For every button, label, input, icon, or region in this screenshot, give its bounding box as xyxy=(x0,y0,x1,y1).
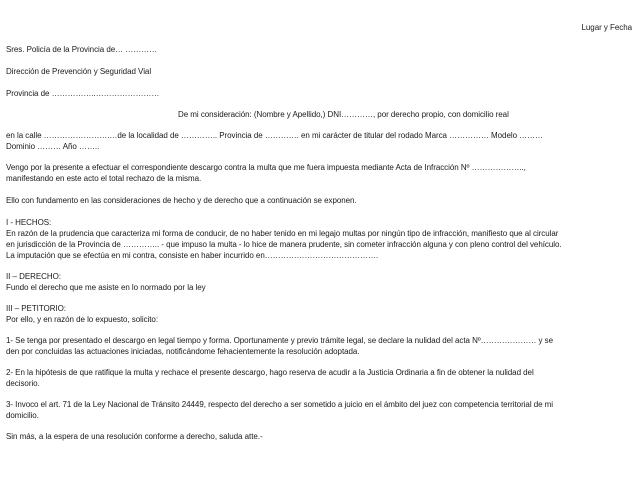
purpose-line-2: manifestando en este acto el total rechazo de la misma. xyxy=(6,174,202,183)
address-line-2: Dominio ……… Año …….. xyxy=(6,142,100,151)
facts-line-2: en jurisdicción de la Provincia de ………….. - que impuso la multa - lo hice de manera prudente, sin cometer infracción alguna y con pleno control del vehículo. xyxy=(6,240,562,249)
request-1-line-2: den por concluidas las actuaciones iniciadas, notificándome fehacientemente la resolución adoptada. xyxy=(6,347,360,356)
facts-line-1: En razón de la prudencia que caracteriza mi forma de conducir, de no haber tenido en mi legajo multas por ningún tipo de infracción, manifiesto que al circular xyxy=(6,229,559,238)
petition-heading: III – PETITORIO: xyxy=(6,304,66,313)
address-line-1: en la calle …………………….…de la localidad de ………….. Provincia de …………. en mi carácter de titular del rodado Marca …………… Modelo ……… xyxy=(6,131,543,140)
law-heading: II – DERECHO: xyxy=(6,272,61,281)
addressee: Sres. Policía de la Provincia de… ………… xyxy=(6,45,158,54)
request-2-line-1: 2- En la hipótesis de que ratifique la multa y rechace el presente descargo, hago reserva de acudir a la Justicia Ordinaria a fin de obtener la nulidad del xyxy=(6,368,534,377)
closing-line: Sin más, a la espera de una resolución conforme a derecho, saluda atte.- xyxy=(6,432,263,441)
facts-line-3: La imputación que se efectúa en mi contra, consiste en haber incurrido en……………………………………. xyxy=(6,251,379,260)
request-3-line-2: domicilio. xyxy=(6,411,39,420)
facts-heading: I - HECHOS: xyxy=(6,218,52,227)
petition-intro: Por ello, y en razón de lo expuesto, solicito: xyxy=(6,315,159,324)
department: Dirección de Prevención y Seguridad Vial xyxy=(6,67,152,76)
request-1-line-1: 1- Se tenga por presentado el descargo en legal tiempo y forma. Oportunamente y previo trámite legal, se declare la nulidad del acta Nº………………… y se xyxy=(6,336,553,345)
law-text: Fundo el derecho que me asiste en lo normado por la ley xyxy=(6,283,206,292)
purpose-line-1: Vengo por la presente a efectuar el correspondiente descargo contra la multa que me fuera impuesta mediante Acta de Infracción Nº ……………….., xyxy=(6,163,526,172)
place-and-date: Lugar y Fecha xyxy=(581,23,632,32)
request-2-line-2: decisorio. xyxy=(6,379,40,388)
request-3-line-1: 3- Invoco el art. 71 de la Ley Nacional de Tránsito 24449, respecto del derecho a ser sometido a juicio en el ámbito del juez con competencia territorial de mi xyxy=(6,400,554,409)
province-line: Provincia de ……………..…………………… xyxy=(6,89,160,98)
basis-paragraph: Ello con fundamento en las consideraciones de hecho y de derecho que a continuación se exponen. xyxy=(6,196,357,205)
greeting: De mi consideración: (Nombre y Apellido,) DNI…………, por derecho propio, con domicilio real xyxy=(178,110,509,119)
